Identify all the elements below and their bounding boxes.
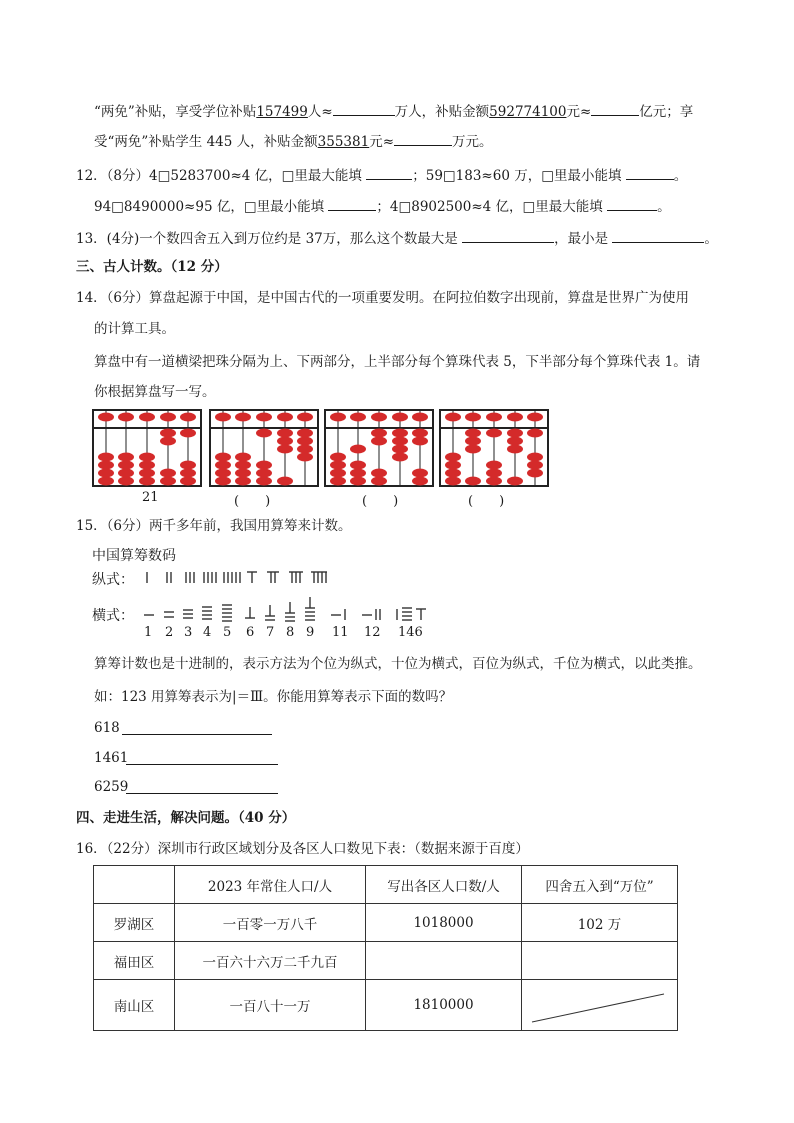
q15-answer-6259[interactable] xyxy=(126,792,278,794)
q12-line2 xyxy=(94,196,671,216)
q12-blank-4[interactable] xyxy=(607,196,657,211)
q15-title: 15．（6分）两千多年前，我国用算筹来计数。 xyxy=(76,518,352,534)
vertical-form-label: 纵式： xyxy=(92,572,134,588)
abacus-caption-1: 21 xyxy=(142,490,159,505)
horizontal-form-label: 横式： xyxy=(92,608,134,624)
q16-title: 16．（22分）深圳市行政区域划分及各区人口数见下表：（数据来源于百度） xyxy=(76,841,529,857)
q12-text-a: 12．（8分）4□5283700≈4 亿，□里最大能填 xyxy=(76,168,362,184)
q11-line2 xyxy=(94,131,493,151)
population-rounded-crossed xyxy=(522,980,678,1031)
q14-line2: 的计算工具。 xyxy=(94,321,175,337)
abacus-3 xyxy=(325,410,433,486)
section-3-heading: 三、古人计数。（12 分） xyxy=(76,259,228,275)
q13-text-a: 13．(4分)一个数四舍五入到万位约是 37万，那么这个数最大是 xyxy=(76,231,458,247)
population-rounded[interactable]: 102 万 xyxy=(522,904,678,942)
abacus-2 xyxy=(210,410,318,486)
population-rounded[interactable] xyxy=(522,942,678,980)
population-words: 一百六十六万二千九百 xyxy=(175,942,366,980)
q13-blank-max[interactable] xyxy=(462,228,554,243)
q12-blank-3[interactable] xyxy=(328,196,376,211)
q11-blank-2[interactable] xyxy=(591,101,639,116)
rod-glyphs xyxy=(92,545,432,645)
q15-answer-1461[interactable] xyxy=(126,763,278,765)
q12-line2-text-a: 94□8490000≈95 亿，□里最小能填 xyxy=(94,199,325,215)
q12-text-b: ；59□183≈60 万，□里最小能填 xyxy=(412,168,622,184)
rod-num-5: 5 xyxy=(223,625,232,640)
population-table xyxy=(93,865,678,1031)
district-name: 南山区 xyxy=(94,980,175,1031)
abacus-caption-4[interactable]: ( ) xyxy=(468,494,505,509)
rod-num-7: 7 xyxy=(266,625,275,640)
q11-line1 xyxy=(94,101,693,121)
q15-item-6259: 6259 xyxy=(94,779,129,795)
rod-num-146: 146 xyxy=(398,625,423,640)
rod-num-12: 12 xyxy=(364,625,381,640)
population-number[interactable]: 1810000 xyxy=(366,980,522,1031)
table-header-rounded: 四舍五入到“万位” xyxy=(522,866,678,904)
q13-text-b: ，最小是 xyxy=(554,231,609,247)
population-words: 一百八十一万 xyxy=(175,980,366,1031)
diagonal-slash xyxy=(522,980,677,1030)
rod-num-8: 8 xyxy=(286,625,295,640)
q11-line2-text-b: 元≈ xyxy=(369,134,395,150)
population-words: 一百零一万八千 xyxy=(175,904,366,942)
rod-num-9: 9 xyxy=(306,625,315,640)
q13-blank-min[interactable] xyxy=(612,228,704,243)
q12-blank-2[interactable] xyxy=(626,165,674,180)
abacus-figures xyxy=(92,409,552,489)
population-number[interactable]: 1018000 xyxy=(366,904,522,942)
abacus-caption-2[interactable]: ( ) xyxy=(234,494,271,509)
q12-line2-text-b: ；4□8902500≈4 亿，□里最大能填 xyxy=(376,199,603,215)
q15-answer-618[interactable] xyxy=(122,733,272,735)
section-4-heading: 四、走进生活，解决问题。（40 分） xyxy=(76,810,296,826)
rod-num-11: 11 xyxy=(332,625,349,640)
table-header-population: 2023 年常住人口/人 xyxy=(175,866,366,904)
q15-item-618: 618 xyxy=(94,720,120,736)
rod-num-4: 4 xyxy=(203,625,212,640)
rod-num-6: 6 xyxy=(246,625,255,640)
table-row xyxy=(94,904,678,942)
table-header-corner xyxy=(94,866,175,904)
q13-line xyxy=(76,228,718,248)
q11-num-students: 157499 xyxy=(256,104,308,120)
table-row xyxy=(94,980,678,1031)
table-row xyxy=(94,942,678,980)
q11-line2-text-a: 受“两免”补贴学生 445 人，补贴金额 xyxy=(94,134,318,150)
q12-blank-1[interactable] xyxy=(366,165,412,180)
abacus-caption-3[interactable]: ( ) xyxy=(362,494,399,509)
q11-line2-num: 355381 xyxy=(317,134,370,150)
q15-item-1461: 1461 xyxy=(94,750,129,766)
counting-rods-title: 中国算筹数码 xyxy=(92,548,176,564)
district-name: 福田区 xyxy=(94,942,175,980)
q14-line3: 算盘中有一道横梁把珠分隔为上、下两部分，上半部分每个算珠代表 5，下半部分每个算珠代表 1。请 xyxy=(94,354,701,370)
q15-example: 如：123 用算筹表示为|＝Ⅲ。你能用算筹表示下面的数吗？ xyxy=(94,689,453,705)
rod-num-3: 3 xyxy=(184,625,193,640)
q11-blank-3[interactable] xyxy=(394,131,452,146)
q12-line1 xyxy=(76,165,687,185)
population-number[interactable] xyxy=(366,942,522,980)
q15-paragraph: 算筹计数也是十进制的，表示方法为个位为纵式，十位为横式，百位为纵式，千位为横式，以此类推。 xyxy=(94,656,702,672)
counting-rods-figure xyxy=(92,545,432,645)
q12-text-c: 。 xyxy=(673,168,688,184)
q14-line4: 你根据算盘写一写。 xyxy=(94,384,216,400)
q11-text-a: “两免”补贴，享受学位补贴 xyxy=(94,104,257,120)
q11-blank-1[interactable] xyxy=(333,101,395,116)
district-name: 罗湖区 xyxy=(94,904,175,942)
abacus-4 xyxy=(440,410,548,486)
rod-num-1: 1 xyxy=(144,625,153,640)
q11-text-c: 万人，补贴金额 xyxy=(394,104,490,120)
q11-text-d: 元≈ xyxy=(566,104,592,120)
q14-line1: 14．（6分）算盘起源于中国，是中国古代的一项重要发明。在阿拉伯数字出现前，算盘是世界广为使用 xyxy=(76,290,690,306)
table-header-row xyxy=(94,866,678,904)
q11-num-amount: 592774100 xyxy=(489,104,567,120)
q11-text-b: 人≈ xyxy=(307,104,333,120)
q11-text-e: 亿元；享 xyxy=(639,104,694,120)
abacus-1 xyxy=(93,410,201,486)
q11-line2-text-c: 万元。 xyxy=(452,134,493,150)
q12-line2-text-c: 。 xyxy=(657,199,671,215)
table-header-written: 写出各区人口数/人 xyxy=(366,866,522,904)
rod-num-2: 2 xyxy=(165,625,174,640)
q13-text-c: 。 xyxy=(704,231,718,247)
